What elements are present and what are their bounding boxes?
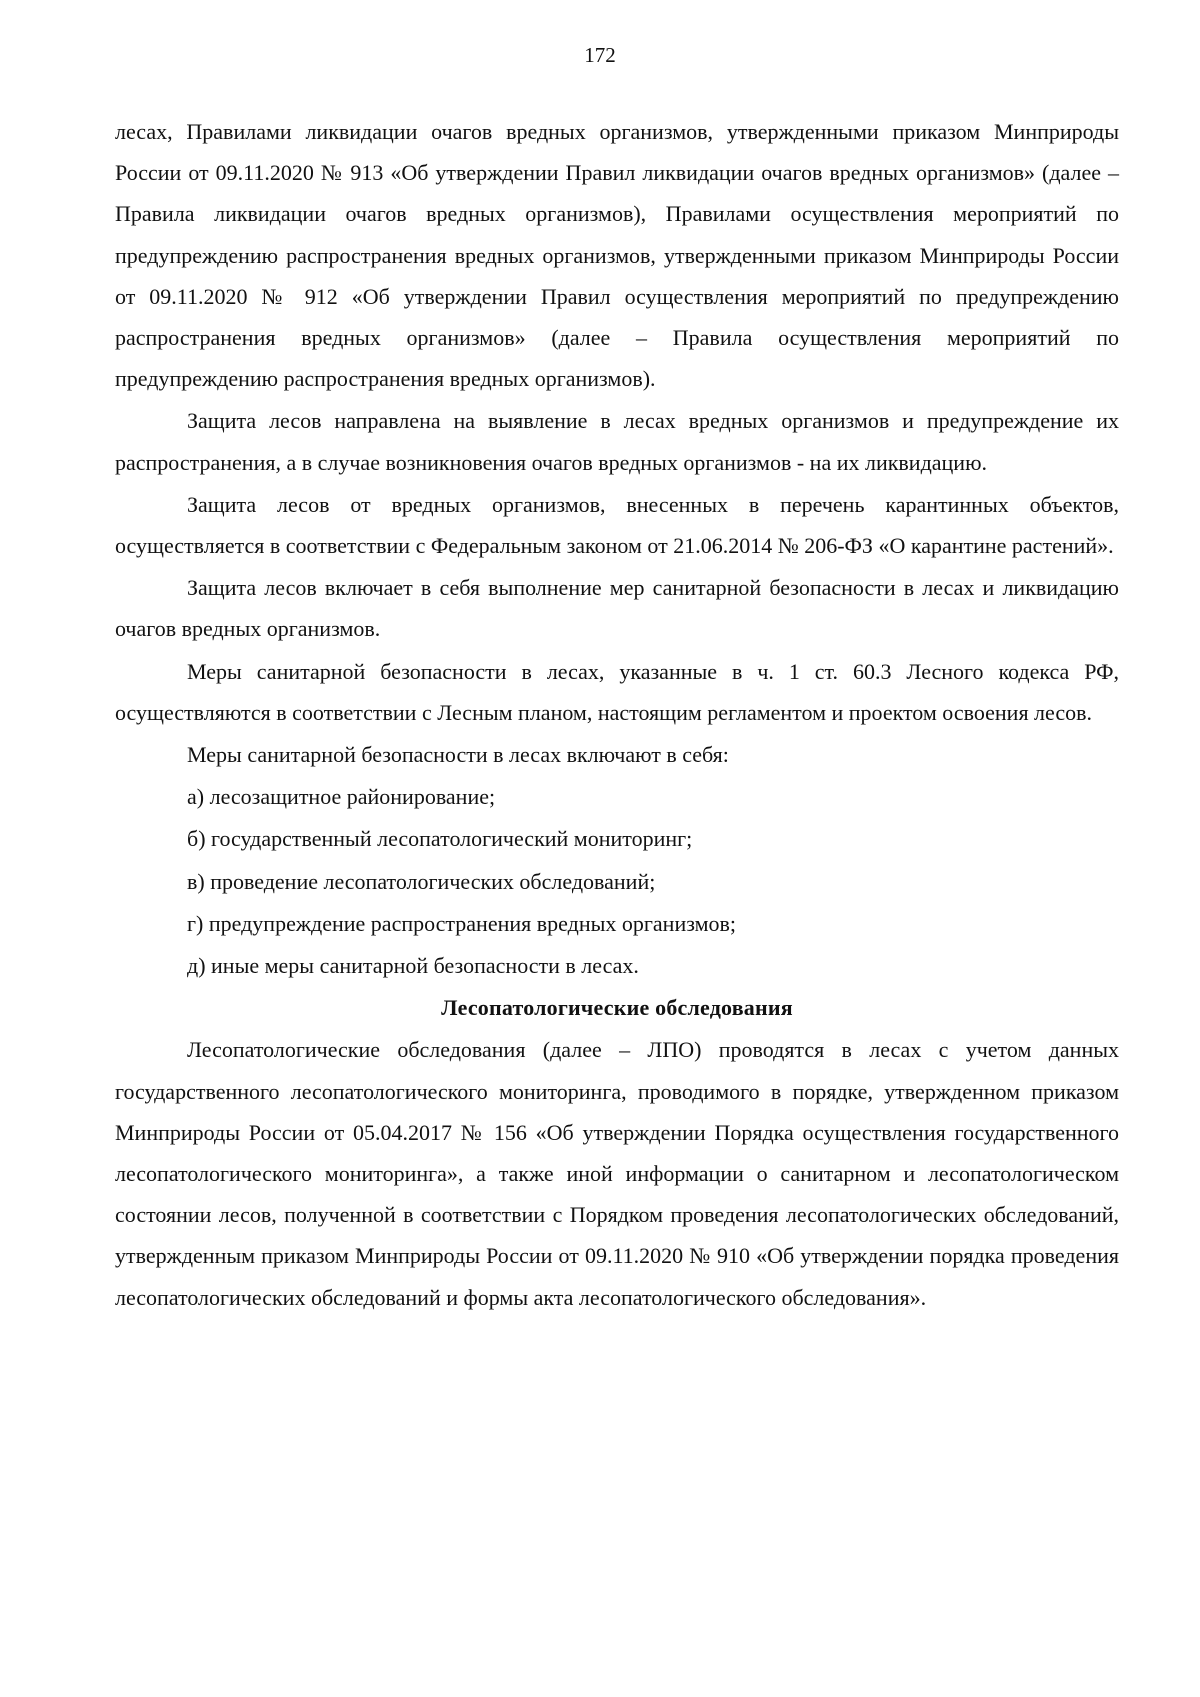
paragraph-continuation: лесах, Правилами ликвидации очагов вредных организмов, утвержденными приказом Минприроды России от 09.11.2020 № 913 «Об утверждении Правил ликвидации очагов вредных организмов» (далее – Правила ликвидации очагов вредных организмов), Правилами осуществления мероприятий по предупреждению распространения вредных организмов, утвержденными приказом Минприроды России от 09.11.2020 № 912 «Об утверждении Правил осуществления мероприятий по предупреждению распространения вредных организмов» (далее – Правила осуществления мероприятий по предупреждению распространения вредных организмов).: [115, 119, 1119, 392]
paragraph-protection-includes: Защита лесов включает в себя выполнение мер санитарной безопасности в лесах и ликвидацию очагов вредных организмов.: [115, 575, 1119, 642]
page-number: 172: [584, 43, 616, 67]
paragraph-sanitary-measures-basis: Меры санитарной безопасности в лесах, указанные в ч. 1 ст. 60.3 Лесного кодекса РФ, осуществляются в соответствии с Лесным планом, настоящим регламентом и проектом освоения лесов.: [115, 658, 1119, 725]
list-item: в) проведение лесопатологических обследований;: [187, 868, 656, 894]
list-item: д) иные меры санитарной безопасности в лесах.: [187, 953, 639, 979]
paragraph-sanitary-measures-list-intro: Меры санитарной безопасности в лесах включают в себя:: [187, 742, 729, 768]
list-item: г) предупреждение распространения вредных организмов;: [187, 910, 737, 936]
document-body: [115, 111, 1119, 1318]
paragraph-quarantine-objects: Защита лесов от вредных организмов, внесенных в перечень карантинных объектов, осуществляется в соответствии с Федеральным законом от 21.06.2014 № 206-ФЗ «О карантине растений».: [115, 491, 1119, 559]
list-item: б) государственный лесопатологический мониторинг;: [187, 826, 693, 852]
paragraph-forest-protection-purpose: Защита лесов направлена на выявление в лесах вредных организмов и предупреждение их распространения, а в случае возникновения очагов вредных организмов - на их ликвидацию.: [115, 408, 1119, 475]
paragraph-pathology-surveys: Лесопатологические обследования (далее – ЛПО) проводятся в лесах с учетом данных государственного лесопатологического мониторинга, проводимого в порядке, утвержденном приказом Минприроды России от 05.04.2017 № 156 «Об утверждении Порядка осуществления государственного лесопатологического мониторинга», а также иной информации о санитарном и лесопатологическом состоянии лесов, полученной в соответствии с Порядком проведения лесопатологических обследований, утвержденным приказом Минприроды России от 09.11.2020 № 910 «Об утверждении порядка проведения лесопатологических обследований и формы акта лесопатологического обследования».: [115, 1037, 1119, 1310]
list-item: а) лесозащитное районирование;: [187, 784, 496, 810]
section-heading: Лесопатологические обследования: [441, 995, 793, 1021]
